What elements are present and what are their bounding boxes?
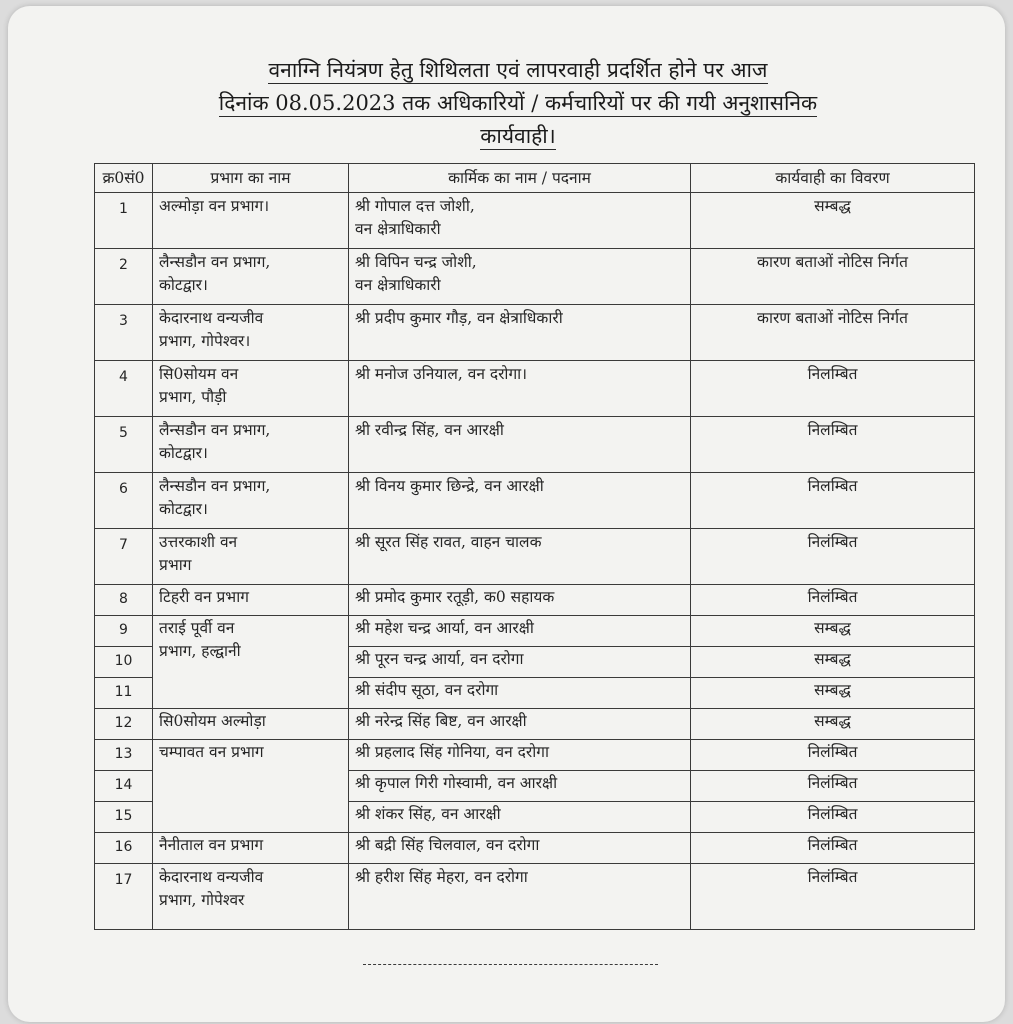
serial-number: 5 bbox=[95, 417, 153, 473]
heading-line-1: वनाग्नि नियंत्रण हेतु शिथिलता एवं लापरवाही प्रदर्शित होने पर आज bbox=[268, 58, 768, 82]
serial-number: 16 bbox=[95, 833, 153, 864]
division-line: प्रभाग, पौड़ी bbox=[159, 388, 227, 406]
personnel-line: श्री रवीन्द्र सिंह, वन आरक्षी bbox=[355, 421, 504, 439]
division-cell bbox=[153, 864, 349, 930]
division-line: प्रभाग, गोपेश्वर। bbox=[159, 332, 251, 350]
action-cell: सम्बद्ध bbox=[691, 678, 975, 709]
action-cell: सम्बद्ध bbox=[691, 647, 975, 678]
table-row bbox=[95, 193, 975, 249]
personnel-line: वन क्षेत्राधिकारी bbox=[355, 220, 441, 238]
division-line: अल्मोड़ा वन प्रभाग। bbox=[159, 197, 270, 215]
serial-number: 12 bbox=[95, 709, 153, 740]
division-cell bbox=[153, 305, 349, 361]
personnel-cell bbox=[349, 361, 691, 417]
document-heading bbox=[128, 54, 908, 153]
serial-number: 9 bbox=[95, 616, 153, 647]
document-sheet bbox=[8, 6, 1005, 1022]
header-action: कार्यवाही का विवरण bbox=[691, 164, 975, 193]
action-cell: निलम्बित bbox=[691, 417, 975, 473]
personnel-cell bbox=[349, 833, 691, 864]
table-row bbox=[95, 616, 975, 647]
serial-number: 11 bbox=[95, 678, 153, 709]
table-row bbox=[95, 305, 975, 361]
action-cell: सम्बद्ध bbox=[691, 709, 975, 740]
division-line: प्रभाग, हल्द्वानी bbox=[159, 642, 241, 660]
table-row bbox=[95, 740, 975, 771]
division-cell bbox=[153, 361, 349, 417]
serial-number: 10 bbox=[95, 647, 153, 678]
action-cell: निलंम्बित bbox=[691, 802, 975, 833]
personnel-line: श्री सूरत सिंह रावत, वाहन चालक bbox=[355, 533, 542, 551]
personnel-line: श्री गोपाल दत्त जोशी, bbox=[355, 197, 475, 215]
division-line: केदारनाथ वन्यजीव bbox=[159, 309, 264, 327]
division-line: सि0सोयम अल्मोड़ा bbox=[159, 712, 266, 730]
personnel-line: श्री मनोज उनियाल, वन दरोगा। bbox=[355, 365, 528, 383]
personnel-cell bbox=[349, 473, 691, 529]
personnel-line: श्री महेश चन्द्र आर्या, वन आरक्षी bbox=[355, 619, 534, 637]
division-cell bbox=[153, 833, 349, 864]
action-cell: निलम्बित bbox=[691, 361, 975, 417]
table-row bbox=[95, 585, 975, 616]
division-line: प्रभाग, गोपेश्वर bbox=[159, 891, 245, 909]
disciplinary-action-table bbox=[94, 163, 975, 930]
action-cell: निलंम्बित bbox=[691, 585, 975, 616]
personnel-line: श्री पूरन चन्द्र आर्या, वन दरोगा bbox=[355, 650, 524, 668]
personnel-cell bbox=[349, 305, 691, 361]
serial-number: 14 bbox=[95, 771, 153, 802]
serial-number: 3 bbox=[95, 305, 153, 361]
division-line: प्रभाग bbox=[159, 556, 192, 574]
personnel-cell bbox=[349, 529, 691, 585]
personnel-cell bbox=[349, 417, 691, 473]
division-line: केदारनाथ वन्यजीव bbox=[159, 868, 264, 886]
personnel-cell bbox=[349, 193, 691, 249]
division-line: नैनीताल वन प्रभाग bbox=[159, 836, 264, 854]
table-row bbox=[95, 709, 975, 740]
header-division: प्रभाग का नाम bbox=[153, 164, 349, 193]
serial-number: 2 bbox=[95, 249, 153, 305]
serial-number: 17 bbox=[95, 864, 153, 930]
personnel-cell bbox=[349, 616, 691, 647]
table-row bbox=[95, 417, 975, 473]
serial-number: 15 bbox=[95, 802, 153, 833]
personnel-line: वन क्षेत्राधिकारी bbox=[355, 276, 441, 294]
closing-dashed-line bbox=[363, 964, 658, 965]
personnel-cell bbox=[349, 585, 691, 616]
personnel-cell bbox=[349, 647, 691, 678]
division-cell bbox=[153, 417, 349, 473]
personnel-cell bbox=[349, 740, 691, 771]
division-line: तराई पूर्वी वन bbox=[159, 619, 235, 637]
heading-line-2: दिनांक 08.05.2023 तक अधिकारियों / कर्मचारियों पर की गयी अनुशासनिक bbox=[218, 91, 818, 115]
serial-number: 8 bbox=[95, 585, 153, 616]
table-row bbox=[95, 833, 975, 864]
header-serial-number: क्र0सं0 bbox=[95, 164, 153, 193]
division-line: लैन्सडौन वन प्रभाग, bbox=[159, 421, 271, 439]
personnel-line: श्री हरीश सिंह मेहरा, वन दरोगा bbox=[355, 868, 528, 886]
action-cell: निलंम्बित bbox=[691, 864, 975, 930]
division-line: लैन्सडौन वन प्रभाग, bbox=[159, 477, 271, 495]
table-header-row bbox=[95, 164, 975, 193]
personnel-cell bbox=[349, 249, 691, 305]
table-row bbox=[95, 249, 975, 305]
division-line: लैन्सडौन वन प्रभाग, bbox=[159, 253, 271, 271]
serial-number: 7 bbox=[95, 529, 153, 585]
action-cell: सम्बद्ध bbox=[691, 193, 975, 249]
division-cell bbox=[153, 529, 349, 585]
personnel-line: श्री नरेन्द्र सिंह बिष्ट, वन आरक्षी bbox=[355, 712, 527, 730]
personnel-line: श्री प्रहलाद सिंह गोनिया, वन दरोगा bbox=[355, 743, 549, 761]
personnel-cell bbox=[349, 771, 691, 802]
division-line: कोटद्वार। bbox=[159, 444, 208, 462]
personnel-line: श्री शंकर सिंह, वन आरक्षी bbox=[355, 805, 501, 823]
division-cell bbox=[153, 473, 349, 529]
serial-number: 1 bbox=[95, 193, 153, 249]
personnel-line: श्री संदीप सूठा, वन दरोगा bbox=[355, 681, 499, 699]
personnel-cell bbox=[349, 802, 691, 833]
action-cell: कारण बताओं नोटिस निर्गत bbox=[691, 249, 975, 305]
action-cell: निलंम्बित bbox=[691, 833, 975, 864]
personnel-line: श्री विनय कुमार छिन्द्रे, वन आरक्षी bbox=[355, 477, 544, 495]
action-cell: निलंम्बित bbox=[691, 529, 975, 585]
division-cell bbox=[153, 616, 349, 709]
table-row bbox=[95, 361, 975, 417]
serial-number: 13 bbox=[95, 740, 153, 771]
action-cell: निलम्बित bbox=[691, 473, 975, 529]
personnel-cell bbox=[349, 864, 691, 930]
action-cell: कारण बताओं नोटिस निर्गत bbox=[691, 305, 975, 361]
personnel-line: श्री प्रदीप कुमार गौड़, वन क्षेत्राधिकारी bbox=[355, 309, 563, 327]
division-cell bbox=[153, 585, 349, 616]
division-line: टिहरी वन प्रभाग bbox=[159, 588, 249, 606]
heading-line-3: कार्यवाही। bbox=[480, 124, 556, 148]
personnel-line: श्री प्रमोद कुमार रतूड़ी, क0 सहायक bbox=[355, 588, 555, 606]
serial-number: 4 bbox=[95, 361, 153, 417]
table-row bbox=[95, 473, 975, 529]
header-personnel: कार्मिक का नाम / पदनाम bbox=[349, 164, 691, 193]
division-cell bbox=[153, 249, 349, 305]
action-cell: निलंम्बित bbox=[691, 771, 975, 802]
action-cell: निलंम्बित bbox=[691, 740, 975, 771]
table-row bbox=[95, 864, 975, 930]
division-line: कोटद्वार। bbox=[159, 500, 208, 518]
serial-number: 6 bbox=[95, 473, 153, 529]
personnel-line: श्री बद्री सिंह चिलवाल, वन दरोगा bbox=[355, 836, 540, 854]
division-cell bbox=[153, 709, 349, 740]
division-line: कोटद्वार। bbox=[159, 276, 208, 294]
personnel-cell bbox=[349, 709, 691, 740]
division-cell bbox=[153, 193, 349, 249]
personnel-line: श्री विपिन चन्द्र जोशी, bbox=[355, 253, 477, 271]
division-cell bbox=[153, 740, 349, 833]
table-row bbox=[95, 529, 975, 585]
personnel-cell bbox=[349, 678, 691, 709]
division-line: उत्तरकाशी वन bbox=[159, 533, 238, 551]
division-line: सि0सोयम वन bbox=[159, 365, 239, 383]
action-cell: सम्बद्ध bbox=[691, 616, 975, 647]
division-line: चम्पावत वन प्रभाग bbox=[159, 743, 264, 761]
personnel-line: श्री कृपाल गिरी गोस्वामी, वन आरक्षी bbox=[355, 774, 558, 792]
